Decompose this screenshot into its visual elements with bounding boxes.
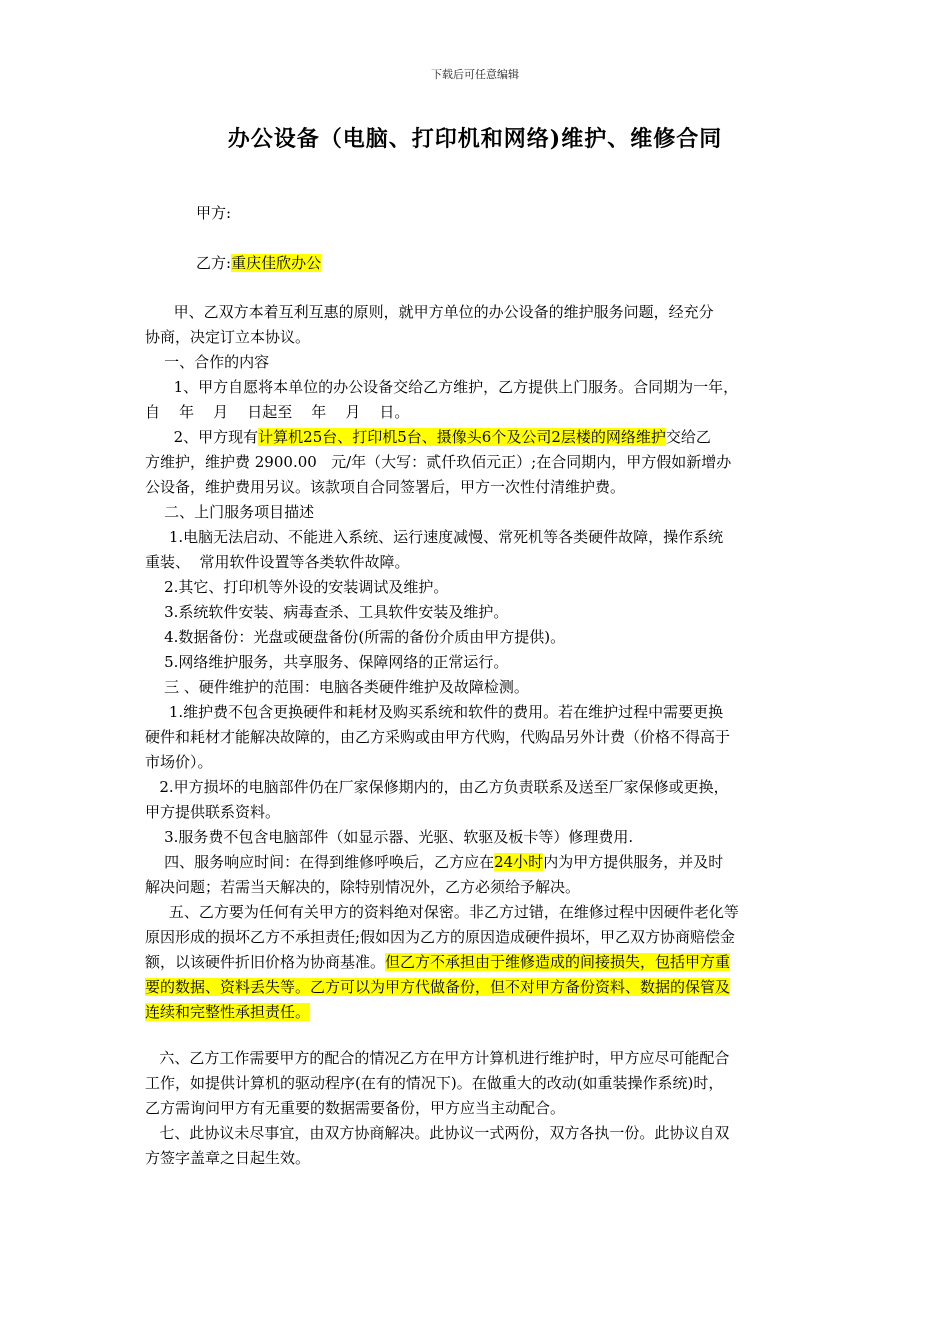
clause-line: 五、乙方要为任何有关甲方的资料绝对保密。非乙方过错，在维修过程中因硬件老化等: [145, 903, 739, 921]
clause-line: 1.电脑无法启动、不能进入系统、运行速度减慢、常死机等各类硬件故障，操作系统: [145, 528, 724, 546]
highlight-response-time: 24小时: [494, 853, 544, 871]
clause-text: 2、甲方现有: [145, 428, 259, 446]
clause-line: 3.服务费不包含电脑部件（如显示器、光驱、软驱及板卡等）修理费用.: [145, 828, 634, 846]
clause-line: 1.维护费不包含更换硬件和耗材及购买系统和软件的费用。若在维护过程中需要更换: [145, 703, 724, 721]
highlight-liability: 但乙方不承担由于维修造成的间接损失，包括甲方重: [385, 953, 731, 971]
clause-line: [145, 950, 805, 975]
clause-line: 原因形成的损坏乙方不承担责任;假如因为乙方的原因造成硬件损坏，甲乙双方协商赔偿金: [145, 928, 736, 946]
clause-text: 四、服务响应时间：在得到维修呼唤后，乙方应在: [145, 853, 495, 871]
clause-line: [145, 1000, 805, 1025]
section-heading: 三 、硬件维护的范围：电脑各类硬件维护及故障检测。: [145, 678, 529, 696]
clause-line: 5.网络维护服务，共享服务、保障网络的正常运行。: [145, 653, 509, 671]
clause-line: 市场价）。: [145, 753, 213, 771]
clause-line: 方维护，维护费 2900.00 元/年（大写：贰仟玖佰元正）;在合同期内，甲方假如新增办: [145, 453, 732, 471]
clause-line: 解决问题；若需当天解决的，除特别情况外，乙方必须给予解决。: [145, 878, 581, 896]
clause-text: 内为甲方提供服务，并及时: [543, 853, 724, 871]
intro-line: 协商，决定订立本协议。: [145, 328, 311, 346]
party-b-label: 乙方:: [196, 254, 232, 272]
highlight-liability: 连续和完整性承担责任。: [145, 1003, 311, 1021]
clause-line: 4.数据备份：光盘或硬盘备份(所需的备份介质由甲方提供)。: [145, 628, 566, 646]
contract-body: [145, 300, 805, 1025]
party-b-name: 重庆佳欣办公: [231, 254, 322, 272]
clause-line: 甲方提供联系资料。: [145, 803, 281, 821]
section-heading: 二、上门服务项目描述: [145, 503, 315, 521]
clause-line: 公设备，维护费用另议。该款项自合同签署后，甲方一次性付清维护费。: [145, 478, 626, 496]
clause-line: 七、此协议未尽事宜，由双方协商解决。此协议一式两份，双方各执一份。此协议自双: [145, 1124, 730, 1142]
section-heading: 一、合作的内容: [145, 353, 270, 371]
clause-line: [145, 425, 805, 450]
clause-text: 额，以该硬件折旧价格为协商基准。: [145, 953, 386, 971]
clause-text: 交给乙: [665, 428, 711, 446]
document-title: 办公设备（电脑、打印机和网络)维护、维修合同: [227, 126, 723, 152]
clause-line: 硬件和耗材才能解决故障的，由乙方采购或由甲方代购，代购品另外计费（价格不得高于: [145, 728, 731, 746]
clause-line: 2.其它、打印机等外设的安装调试及维护。: [145, 578, 449, 596]
clause-line: [145, 850, 805, 875]
header-note: 下载后可任意编辑: [431, 68, 519, 81]
clause-line: 自 年 月 日起至 年 月 日。: [145, 403, 410, 421]
clause-line: 重装、 常用软件设置等各类软件故障。: [145, 553, 410, 571]
clause-line: 3.系统软件安装、病毒查杀、工具软件安装及维护。: [145, 603, 509, 621]
clause-line: 方签字盖章之日起生效。: [145, 1149, 311, 1167]
contract-body-cont: [145, 1046, 805, 1171]
clause-line: 工作，如提供计算机的驱动程序(在有的情况下)。在做重大的改动(如重装操作系统)时，: [145, 1074, 724, 1092]
intro-line: 甲、乙双方本着互利互惠的原则，就甲方单位的办公设备的维护服务问题，经充分: [145, 303, 714, 321]
party-b: [196, 252, 321, 273]
clause-line: 乙方需询问甲方有无重要的数据需要备份，甲方应当主动配合。: [145, 1099, 566, 1117]
clause-line: 2.甲方损坏的电脑部件仍在厂家保修期内的，由乙方负责联系及送至厂家保修或更换，: [145, 778, 729, 796]
party-a: [196, 202, 231, 223]
clause-line: [145, 975, 805, 1000]
clause-line: 1、甲方自愿将本单位的办公设备交给乙方维护，乙方提供上门服务。合同期为一年，: [145, 378, 739, 396]
highlight-equipment: 计算机25台、打印机5台、摄像头6个及公司2层楼的网络维护: [258, 428, 666, 446]
highlight-liability: 要的数据、资料丢失等。乙方可以为甲方代做备份，但不对甲方备份资料、数据的保管及: [145, 978, 731, 996]
party-a-label: 甲方:: [196, 204, 232, 222]
clause-line: 六、乙方工作需要甲方的配合的情况乙方在甲方计算机进行维护时，甲方应尽可能配合: [145, 1049, 730, 1067]
